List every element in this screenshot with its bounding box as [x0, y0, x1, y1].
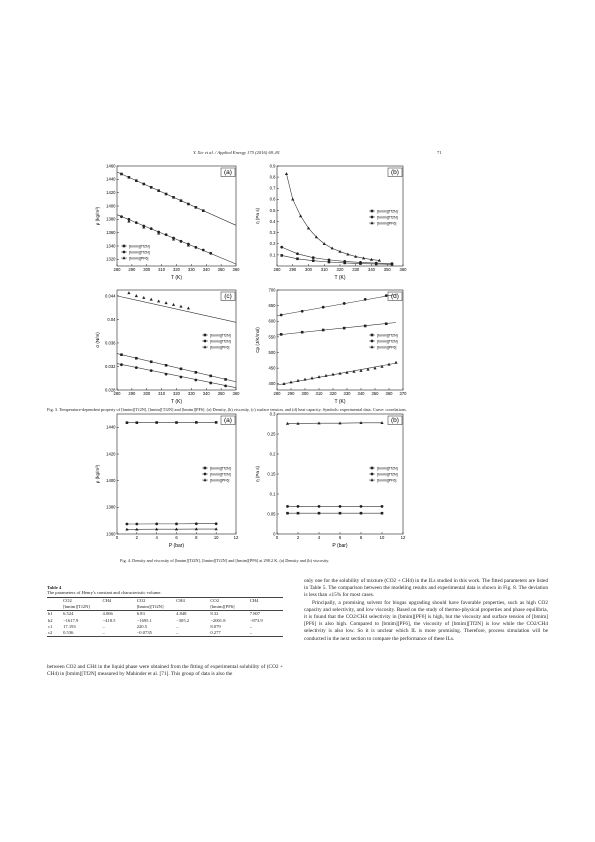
x-tick-label: 310 — [158, 391, 166, 396]
y-tick-label: 1400 — [106, 203, 116, 209]
y-tick-label: 1360 — [106, 230, 116, 236]
y-tick-label: 1360 — [106, 531, 116, 537]
y-tick-label: 0.032 — [105, 363, 116, 369]
data-point — [359, 261, 362, 264]
legend-label: [hmim][Tf2N] — [210, 339, 231, 344]
data-point — [187, 307, 190, 310]
data-point — [391, 262, 394, 265]
data-point — [150, 186, 153, 189]
y-tick-label: 0.2 — [269, 451, 276, 457]
data-point — [155, 421, 158, 424]
table-head-cell — [47, 604, 62, 611]
x-tick-label: 10 — [213, 535, 219, 540]
legend-marker — [204, 340, 207, 343]
legend-label: [bmim][Tf2N] — [210, 333, 231, 338]
fig4-caption: Fig. 4. Density and viscosity of [bmim][Tf2N], [hmim][Tf2N] and [bmim][PF6] at 298.2 K. (a) Density and (b) viscosity. — [120, 558, 330, 563]
fig4-panel-b — [255, 410, 407, 548]
x-tick-label: 310 — [158, 267, 166, 272]
legend-label: [bmim][Tf2N] — [377, 333, 398, 338]
data-point — [303, 378, 306, 381]
data-point — [172, 196, 175, 199]
data-point — [195, 206, 198, 209]
data-point — [136, 421, 139, 424]
panel-label: (b) — [391, 169, 399, 176]
data-point — [135, 357, 138, 360]
x-tick-label: 320 — [329, 391, 337, 396]
data-point — [324, 374, 327, 377]
data-point — [175, 522, 178, 525]
x-axis-label: P (bar) — [332, 543, 348, 549]
data-point — [120, 353, 123, 356]
table-head-cell: CO2 — [209, 598, 248, 605]
x-tick-label: 280 — [273, 267, 281, 272]
data-point — [381, 512, 384, 515]
x-tick-label: 10 — [379, 535, 385, 540]
data-point — [296, 379, 299, 382]
data-point — [328, 258, 331, 261]
x-tick-label: 340 — [202, 391, 210, 396]
y-tick-label: 0.036 — [105, 340, 116, 346]
x-tick-label: 330 — [352, 267, 360, 272]
data-point — [180, 240, 183, 243]
x-tick-label: 320 — [336, 267, 344, 272]
x-tick-label: 350 — [217, 391, 225, 396]
x-tick-label: 280 — [273, 391, 281, 396]
series-line — [288, 423, 383, 424]
data-point — [135, 523, 138, 526]
chart-svg — [255, 162, 407, 280]
panel-label: (c) — [224, 293, 232, 300]
y-tick-label: 1380 — [106, 504, 116, 510]
legend-marker — [371, 340, 374, 343]
data-point — [385, 322, 388, 325]
x-tick-label: 280 — [113, 267, 121, 272]
x-tick-label: 370 — [399, 391, 407, 396]
data-point — [331, 373, 334, 376]
fit-line — [277, 363, 396, 385]
legend-label: [bmim][Tf2N] — [129, 244, 150, 249]
y-tick-label: 1400 — [106, 478, 116, 484]
table-body — [47, 597, 283, 637]
table-head-cell: CH4 — [102, 598, 136, 605]
data-point — [224, 378, 227, 381]
data-point — [209, 375, 212, 378]
y-tick-label: 0.4 — [269, 218, 276, 224]
data-point — [280, 314, 283, 317]
fig3-panel-b — [255, 162, 407, 280]
chart-svg — [255, 286, 407, 404]
data-point — [215, 522, 218, 525]
data-point — [360, 512, 363, 515]
panel-label: (b) — [391, 417, 399, 424]
data-point — [135, 179, 138, 182]
chart-svg — [255, 410, 407, 548]
legend-label: [hmim][Tf2N] — [129, 250, 150, 255]
data-point — [280, 254, 283, 257]
data-point — [297, 512, 300, 515]
x-tick-label: 0 — [275, 535, 279, 540]
x-tick-label: 290 — [128, 267, 136, 272]
x-tick-label: 320 — [173, 267, 180, 272]
data-point — [179, 305, 182, 308]
data-point — [120, 363, 123, 366]
table-row: c2 0.536 – −0.0735 – 0.277 – — [47, 630, 283, 637]
y-tick-label: 0 — [273, 531, 276, 537]
data-point — [202, 209, 205, 212]
legend-marker — [204, 467, 207, 470]
table-head-cell: CH4 — [175, 598, 209, 605]
legend-label: [hmim][Tf2N] — [210, 472, 231, 477]
x-axis-label: T (K) — [170, 399, 183, 405]
data-point — [164, 301, 167, 304]
data-point — [343, 327, 346, 330]
x-axis-label: T (K) — [170, 275, 183, 281]
table-head-cell — [47, 598, 62, 605]
data-point — [299, 214, 302, 217]
x-tick-label: 2 — [296, 535, 300, 540]
x-tick-label: 330 — [343, 391, 351, 396]
x-axis-label: T (K) — [334, 275, 346, 281]
data-point — [209, 382, 212, 385]
y-tick-label: 0.028 — [105, 387, 116, 393]
data-point — [135, 294, 138, 297]
x-tick-label: 360 — [232, 391, 240, 396]
chart-svg — [95, 162, 240, 280]
legend-marker — [123, 245, 126, 248]
x-tick-label: 360 — [232, 267, 240, 272]
data-point — [364, 298, 367, 301]
y-tick-label: 0.7 — [269, 185, 276, 191]
paragraph: between CO2 and CH4 in the liquid phase were obtained from the fitting of experimental solubility of (CO2 + CH4) in [bmim][Tf2N] measured by Mahinder et al. [71]. This group of data is also the — [47, 664, 283, 678]
data-point — [310, 376, 313, 379]
x-tick-label: 6 — [175, 535, 178, 540]
x-axis-label: T (K) — [334, 399, 346, 405]
y-tick-label: 1340 — [106, 243, 116, 249]
data-point — [296, 252, 299, 255]
data-point — [209, 252, 212, 255]
legend-label: [bmim][PF6] — [377, 221, 397, 226]
legend-label: [bmim][PF6] — [129, 256, 149, 261]
data-point — [150, 298, 153, 301]
paragraph: Principally, a promising solvent for biogas upgrading should have favorable properties, such as high CO2 capacity and selectivity, and low viscosity. Based on the study of thermo-physical properties and phase equilibria, it is found that the CO2/CH4 selectivity in [bmim][PF6] is high, but the viscosity and surface tension of [bmim][PF6] is also high. Compared to [bmim][PF6], the viscosity of [bmim][Tf2N] is low while the CO2/CH4 selectivity is also low. So it is unclear which IL is more promising. Therefore, process simulation will be conducted in the next section to compare the performance of these ILs. — [304, 599, 548, 642]
fig4-panel-a — [95, 410, 240, 548]
data-point — [165, 233, 168, 236]
y-tick-label: 0.05 — [267, 511, 276, 517]
data-point — [172, 303, 175, 306]
fit-line — [117, 172, 236, 225]
data-point — [180, 376, 183, 379]
y-tick-label: 0.6 — [269, 196, 276, 202]
data-point — [343, 260, 346, 263]
paragraph: only one for the solubility of mixture (CO2 + CH4) in the ILs studied in this work. The fitted parameters are listed in Table 5. The comparison between the modeling results and experimental data is shown in Fig. 8. The deviation is less than ±15% for most cases. — [304, 578, 548, 599]
x-tick-label: 310 — [320, 267, 328, 272]
x-tick-label: 0 — [115, 535, 119, 540]
data-point — [165, 364, 168, 367]
data-point — [331, 247, 334, 250]
x-axis-label: P (bar) — [168, 543, 185, 549]
data-point — [127, 291, 130, 294]
data-point — [202, 249, 205, 252]
data-point — [195, 522, 198, 525]
left-column-text — [47, 664, 283, 678]
data-point — [150, 360, 153, 363]
x-tick-label: 8 — [359, 535, 363, 540]
legend-label: [hmim][Tf2N] — [377, 339, 398, 344]
legend-label: [bmim][Tf2N] — [210, 466, 231, 471]
x-tick-label: 350 — [371, 391, 379, 396]
table-head-cell: [bmim][PF6] — [209, 604, 283, 611]
data-point — [286, 512, 289, 515]
table-4 — [47, 585, 283, 637]
x-tick-label: 290 — [128, 391, 136, 396]
data-point — [296, 257, 299, 260]
x-tick-label: 290 — [287, 391, 295, 396]
fit-line — [117, 354, 236, 382]
table-subtitle: The parameters of Henry's constant and characteristic volume. — [47, 590, 162, 595]
data-point — [381, 505, 384, 508]
x-tick-label: 360 — [399, 267, 407, 272]
y-tick-label: 0.9 — [269, 163, 276, 169]
legend-label: [bmim][Tf2N] — [377, 466, 398, 471]
y-tick-label: 1420 — [106, 190, 116, 196]
data-point — [157, 299, 160, 302]
x-tick-label: 330 — [187, 267, 195, 272]
data-point — [120, 215, 123, 218]
y-tick-label: 0.044 — [105, 293, 116, 299]
table-head-cell: CO2 — [136, 598, 175, 605]
data-point — [150, 369, 153, 372]
data-point — [142, 296, 145, 299]
data-point — [195, 421, 198, 424]
data-point — [180, 368, 183, 371]
y-tick-label: 1440 — [106, 176, 116, 182]
x-tick-label: 280 — [113, 391, 121, 396]
x-tick-label: 300 — [143, 267, 151, 272]
y-tick-label: 400 — [268, 381, 276, 387]
table-row: b2 −1617.9 −418.5 −1695.1 −305.2 −2001.8 −873.9 — [48, 617, 263, 623]
x-tick-label: 12 — [400, 535, 406, 540]
panel-label: (d) — [391, 293, 399, 300]
data-point — [224, 384, 227, 387]
fit-curve — [282, 247, 392, 264]
fit-line — [117, 364, 236, 388]
data-point — [180, 199, 183, 202]
page-number: 71 — [437, 150, 442, 155]
fig3-panel-a — [95, 162, 240, 280]
legend-label: [bmim][PF6] — [210, 478, 230, 483]
data-point — [155, 522, 158, 525]
data-point — [301, 331, 304, 334]
data-point — [394, 361, 397, 364]
x-tick-label: 340 — [357, 391, 365, 396]
data-point — [339, 505, 342, 508]
legend-label: [hmim][Tf2N] — [377, 215, 398, 220]
y-axis-label: σ (N/m) — [95, 332, 100, 348]
y-axis-label: ρ (kg/m³) — [95, 206, 100, 226]
y-tick-label: 0.15 — [267, 471, 276, 477]
y-tick-label: 0.3 — [269, 230, 276, 236]
table-row: c1 17.193 – 220.5 – 8.079 – — [48, 623, 253, 629]
y-tick-label: 0.1 — [269, 491, 276, 497]
y-tick-label: 1440 — [106, 424, 116, 430]
chart-svg — [95, 286, 240, 404]
y-tick-label: 700 — [268, 287, 276, 293]
x-tick-label: 350 — [383, 267, 391, 272]
y-tick-label: 0.25 — [267, 431, 276, 437]
data-point — [194, 246, 197, 249]
x-tick-label: 340 — [368, 267, 375, 272]
y-tick-label: 1460 — [106, 163, 116, 169]
data-point — [195, 371, 198, 374]
legend-marker — [123, 251, 126, 254]
legend-marker — [204, 473, 207, 476]
data-point — [375, 262, 378, 265]
y-tick-label: 1380 — [106, 216, 116, 222]
data-point — [312, 259, 315, 262]
y-tick-label: 0.1 — [269, 252, 276, 258]
data-point — [339, 512, 342, 515]
data-point — [135, 366, 138, 369]
x-tick-label: 340 — [202, 267, 210, 272]
data-point — [120, 173, 123, 176]
y-tick-label: 450 — [268, 365, 276, 371]
y-tick-label: 0.3 — [269, 411, 276, 417]
data-point — [322, 306, 325, 309]
data-point — [280, 333, 283, 336]
data-point — [297, 505, 300, 508]
legend-marker — [371, 334, 374, 337]
data-point — [142, 183, 145, 186]
table-head-cell: [hmim][Tf2N] — [136, 604, 210, 611]
data-point — [280, 246, 283, 249]
data-point — [187, 203, 190, 206]
data-point — [194, 379, 197, 382]
data-point — [128, 176, 131, 179]
table-row: b1 6.524 4.066 6.83 4.848 8.32 7.807 — [48, 611, 261, 617]
data-point — [126, 421, 129, 424]
panel-label: (a) — [224, 417, 232, 424]
x-tick-label: 320 — [173, 391, 180, 396]
y-tick-label: 550 — [268, 334, 276, 340]
legend-marker — [371, 210, 374, 213]
fit-line — [117, 296, 236, 322]
x-tick-label: 360 — [385, 391, 393, 396]
y-tick-label: 650 — [268, 303, 276, 309]
y-tick-label: 0.2 — [269, 241, 276, 247]
data-point — [364, 325, 367, 328]
data-point — [322, 329, 325, 332]
x-tick-label: 350 — [217, 267, 225, 272]
x-tick-label: 6 — [338, 535, 342, 540]
x-tick-label: 300 — [301, 391, 309, 396]
data-point — [286, 505, 289, 508]
data-point — [318, 505, 321, 508]
right-column-text — [304, 578, 548, 643]
data-point — [215, 421, 218, 424]
data-point — [318, 512, 321, 515]
fig3-caption: Fig. 3. Temperature-dependent property of [bmim][Tf2N], [hmim][Tf2N] and [bmim][PF6]. (a) Density, (b) viscosity, (c) surface tension, and (d) heat capacity. Symbols: experimental data. Curve: correlations. — [47, 407, 407, 412]
x-tick-label: 8 — [195, 535, 198, 540]
table-head-cell: CH4 — [249, 598, 283, 605]
legend-marker — [204, 334, 207, 337]
data-point — [135, 221, 138, 224]
x-tick-label: 12 — [233, 535, 239, 540]
y-axis-label: η (Pa s) — [255, 465, 260, 483]
x-tick-label: 330 — [187, 391, 195, 396]
legend-label: [hmim][Tf2N] — [377, 472, 398, 477]
table-title: Table 4 — [47, 585, 62, 590]
running-title: Y. Xie et al. / Applied Energy 175 (2016) 69–81 — [193, 150, 280, 155]
y-axis-label: η (Pa s) — [255, 207, 260, 225]
data-point — [126, 523, 129, 526]
x-tick-label: 310 — [315, 391, 323, 396]
table-head-cell: [bmim][Tf2N] — [62, 604, 136, 611]
data-point — [175, 421, 178, 424]
data-point — [317, 375, 320, 378]
x-tick-label: 4 — [317, 535, 321, 540]
data-point — [385, 294, 388, 297]
legend-marker — [371, 473, 374, 476]
x-tick-label: 290 — [289, 267, 297, 272]
y-tick-label: 500 — [268, 349, 276, 355]
data-point — [312, 256, 315, 259]
data-point — [157, 189, 160, 192]
data-point — [343, 302, 346, 305]
table-head-cell: CO2 — [62, 598, 101, 605]
y-tick-label: 1420 — [106, 451, 116, 457]
data-point — [285, 172, 288, 175]
y-tick-label: 0.8 — [269, 174, 276, 180]
legend-marker — [371, 467, 374, 470]
x-tick-label: 300 — [305, 267, 312, 272]
y-axis-label: Cp (J/K/mol) — [255, 327, 260, 353]
x-tick-label: 2 — [135, 535, 139, 540]
x-tick-label: 300 — [143, 391, 151, 396]
legend-label: [bmim][PF6] — [210, 345, 230, 350]
data-point — [301, 310, 304, 313]
legend-label: [bmim][PF6] — [377, 478, 397, 483]
legend-marker — [371, 216, 374, 219]
data-point — [165, 193, 168, 196]
fig3-panel-c — [95, 286, 240, 404]
y-tick-label: 0.04 — [107, 316, 116, 322]
data-point — [150, 227, 153, 230]
data-point — [291, 198, 294, 201]
data-point — [165, 373, 168, 376]
y-tick-label: 0.5 — [269, 207, 276, 213]
x-tick-label: 4 — [155, 535, 158, 540]
legend-label: [bmim][PF6] — [377, 345, 397, 350]
fig3-panel-d — [255, 286, 407, 404]
data-point — [360, 505, 363, 508]
fit-line — [277, 294, 396, 315]
chart-svg — [95, 410, 240, 548]
y-tick-label: 600 — [268, 318, 276, 324]
panel-label: (a) — [224, 169, 232, 176]
legend-label: [bmim][Tf2N] — [377, 209, 398, 214]
y-axis-label: ρ (kg/m³) — [95, 464, 100, 484]
y-tick-label: 1320 — [106, 256, 116, 262]
